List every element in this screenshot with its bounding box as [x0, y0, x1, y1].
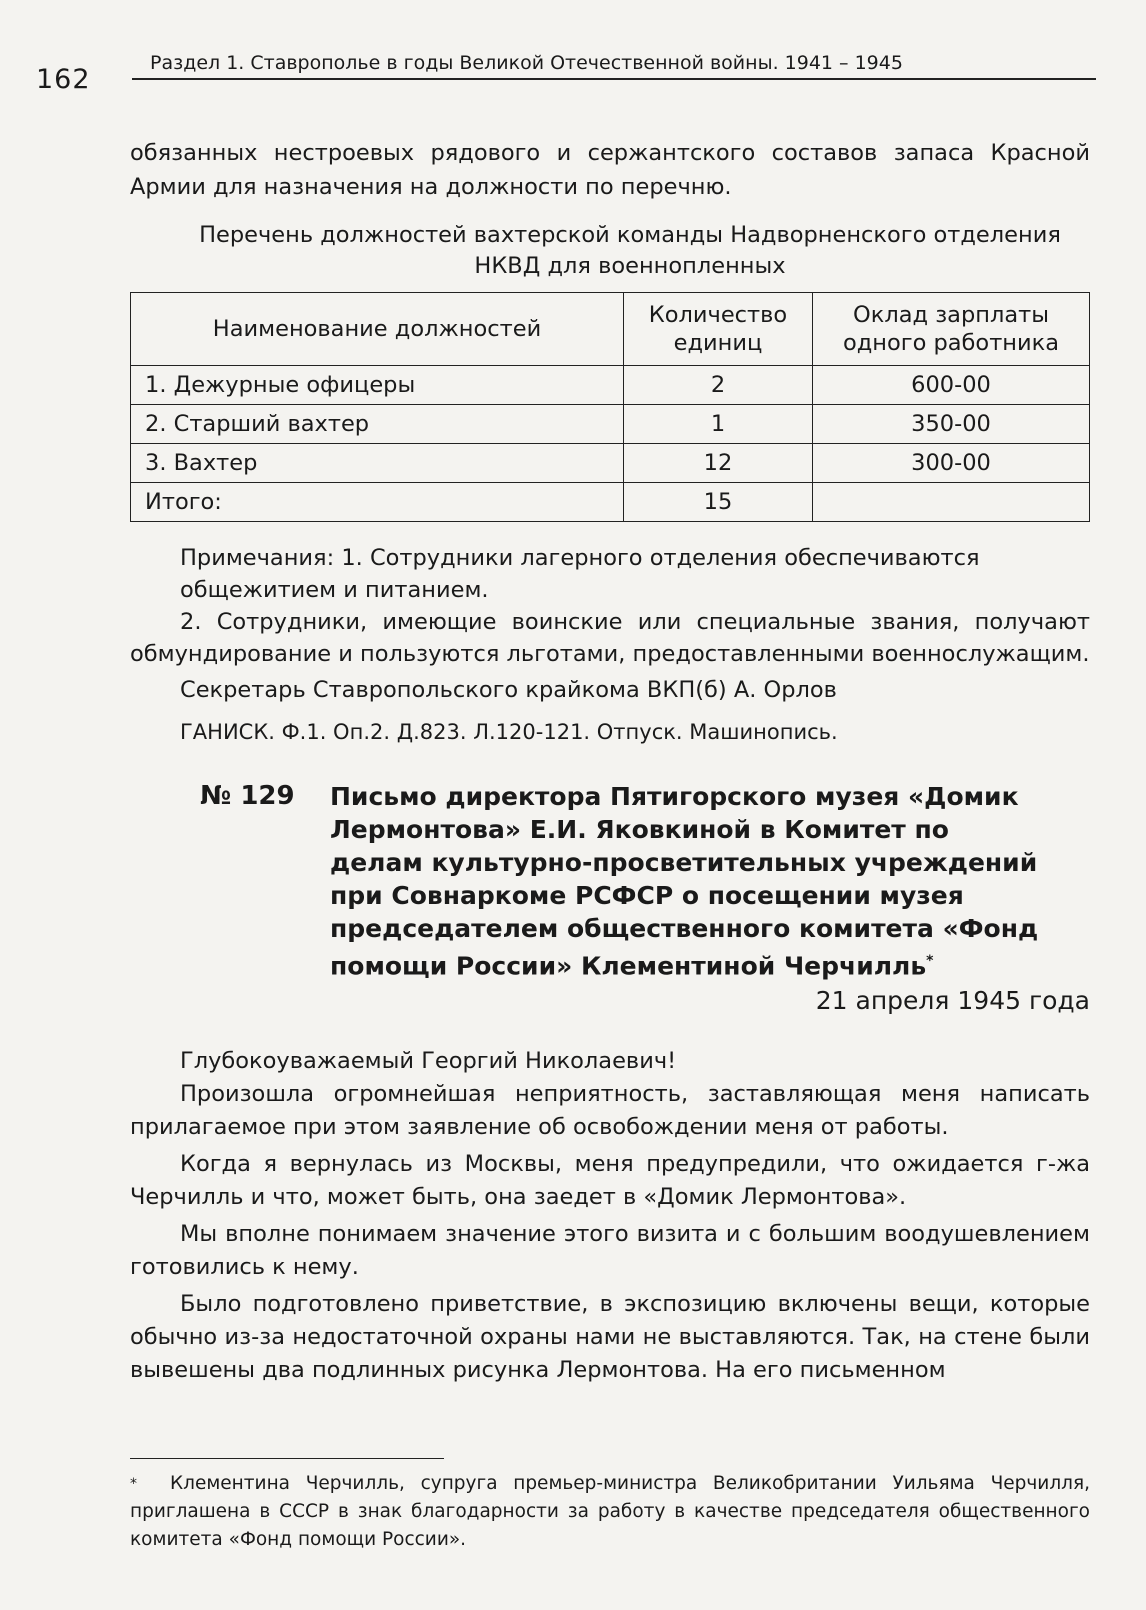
- total-count: 15: [624, 483, 813, 522]
- note-1-line-1: Примечания: 1. Сотрудники лагерного отделения обеспечиваются: [180, 545, 980, 571]
- table-total-row: [131, 483, 1090, 522]
- running-title: Раздел 1. Ставрополье в годы Великой Отечественной войны. 1941 – 1945: [150, 52, 903, 74]
- footnote-text: Клементина Черчилль, супруга премьер-министра Великобритании Уильяма Черчилля, приглашена в СССР в знак благодарности за работу в качестве председателя общественного комитета «Фонд помощи России».: [130, 1473, 1090, 1550]
- footnote-rule: [130, 1458, 444, 1459]
- position-name: 1. Дежурные офицеры: [131, 366, 624, 405]
- position-count: 12: [624, 444, 813, 483]
- footnote-reference: *: [926, 953, 934, 969]
- letter-body: [130, 1045, 1090, 1387]
- table-header-row: [131, 293, 1090, 366]
- archive-source: ГАНИСК. Ф.1. Оп.2. Д.823. Л.120-121. Отпуск. Машинопись.: [180, 720, 838, 744]
- position-name: 2. Старший вахтер: [131, 405, 624, 444]
- total-salary: [813, 483, 1090, 522]
- page-number: 162: [36, 64, 91, 95]
- position-count: 1: [624, 405, 813, 444]
- footnote-mark: *: [130, 1476, 137, 1492]
- list-title-line-2: НКВД для военнопленных: [474, 253, 786, 279]
- salutation: Глубокоуважаемый Георгий Николаевич!: [180, 1048, 677, 1075]
- intro-line-1: обязанных нестроевых рядового и сержантского составов запаса Красной: [130, 140, 1090, 166]
- letter-paragraph: Было подготовлено приветствие, в экспозицию включены вещи, которые обычно из-за недостаточной охраны нами не выставляются. Так, на стене были вывешены два подлинных рисунка Лермонтова. На его письменном: [130, 1291, 1090, 1384]
- table-row: [131, 366, 1090, 405]
- positions-table: [130, 292, 1090, 522]
- column-header-count: Количество единиц: [624, 293, 813, 366]
- page-body: [130, 136, 1090, 1387]
- table-row: [131, 444, 1090, 483]
- document-heading: [130, 780, 1090, 982]
- list-title: [130, 220, 1090, 282]
- document-title-text: Письмо директора Пятигорского музея «Домик Лермонтова» Е.И. Яковкиной в Комитет по делам культурно-просветительных учреждений при Совнаркоме РСФСР о посещении музея председателем общественного комитета «Фонд помощи России» Клементиной Черчилль: [330, 782, 1039, 981]
- letter-paragraph: Когда я вернулась из Москвы, меня предупредили, что ожидается г-жа Черчилль и что, может быть, она заедет в «Домик Лермонтова».: [130, 1151, 1090, 1211]
- document-title: [330, 780, 1050, 982]
- table-row: [131, 405, 1090, 444]
- intro-line-2: Армии для назначения на должности по перечню.: [130, 174, 732, 200]
- document-number: № 129: [200, 781, 295, 811]
- signature: Секретарь Ставропольского крайкома ВКП(б) А. Орлов: [180, 677, 837, 703]
- column-header-position: Наименование должностей: [131, 293, 624, 366]
- column-header-salary: Оклад зарплаты одного работника: [813, 293, 1090, 366]
- document-date: 21 апреля 1945 года: [815, 986, 1090, 1016]
- list-title-line-1: Перечень должностей вахтерской команды Надворненского отделения: [199, 222, 1061, 248]
- header-rule: [132, 78, 1096, 80]
- position-salary: 350-00: [813, 405, 1090, 444]
- letter-paragraph: Произошла огромнейшая неприятность, заставляющая меня написать прилагаемое при этом заявление об освобождении меня от работы.: [130, 1081, 1090, 1141]
- footnote: [130, 1470, 1090, 1554]
- position-salary: 300-00: [813, 444, 1090, 483]
- position-count: 2: [624, 366, 813, 405]
- notes: [130, 542, 1090, 706]
- position-name: 3. Вахтер: [131, 444, 624, 483]
- note-2: 2. Сотрудники, имеющие воинские или специальные звания, получают обмундирование и пользуются льготами, предоставленными военнослужащим.: [130, 609, 1090, 667]
- letter-paragraph: Мы вполне понимаем значение этого визита и с большим воодушевлением готовились к нему.: [130, 1221, 1090, 1281]
- total-label: Итого:: [131, 483, 624, 522]
- position-salary: 600-00: [813, 366, 1090, 405]
- note-1-line-2: общежитием и питанием.: [180, 577, 489, 603]
